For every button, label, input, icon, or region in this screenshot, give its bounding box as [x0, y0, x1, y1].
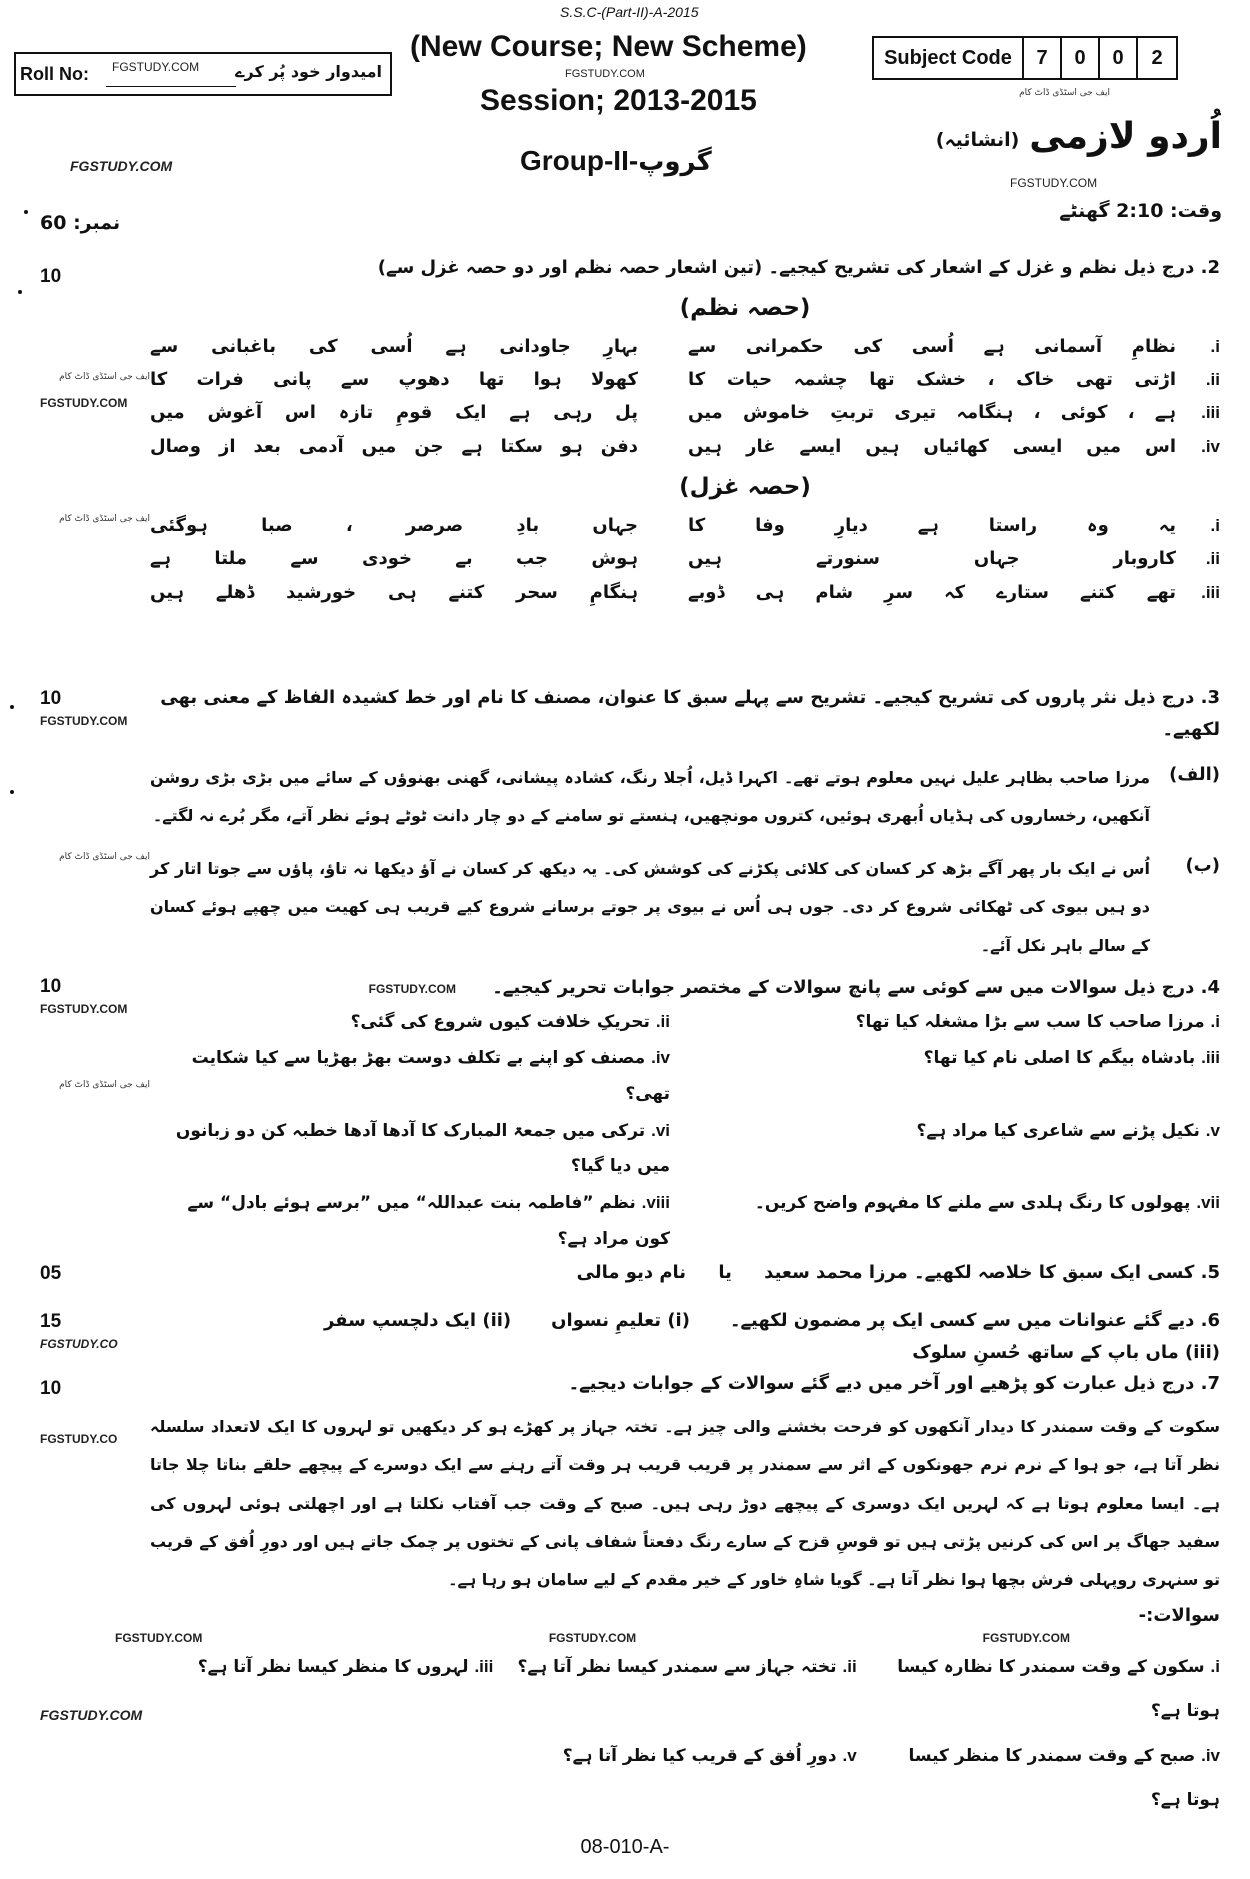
- verse-line-1: کاروبار جہاں سنورتے ہیں: [688, 548, 1176, 570]
- group-en: Group-II-: [520, 145, 639, 176]
- comprehension-passage-line: کے پیچھے دوڑ رہی ہیں۔ صبح کے وقت جب آفتاب نکلتا ہے اور اچھلتی ہوئی لہروں کی سفید جھاگ پر اس کی کرنیں پڑتی ہیں تو قوسِ قزح کے سارے رنگ دفعتاً شفاف: [150, 1493, 1221, 1551]
- q4-title: [150, 972, 1220, 1004]
- question-item: v. دورِ اُفق کے قریب کیا نظر آتا ہے؟: [562, 1745, 857, 1766]
- verse-line-1: تھے کتنے ستارے کہ سرِ شام ہی ڈوبے: [688, 581, 1176, 603]
- question-item: i. مرزا صاحب کا سب سے بڑا مشغلہ کیا تھا؟: [855, 1011, 1220, 1032]
- verse-line-2: جہاں بادِ صرصر ، صبا ہوگئی: [150, 515, 638, 537]
- verse: [150, 330, 1220, 363]
- verse: [150, 430, 1220, 463]
- watermark: FGSTUDY.CO: [40, 1432, 118, 1447]
- q7-questions-heading: سوالات:-: [1138, 1604, 1220, 1626]
- verse: [150, 542, 1220, 575]
- watermark: FGSTUDY.COM: [40, 714, 128, 728]
- question-item: v. نکیل پڑنے سے شاعری کیا مراد ہے؟: [916, 1120, 1220, 1141]
- question-6: [0, 1305, 1250, 1368]
- subject-code-label: Subject Code: [874, 38, 1024, 78]
- subject-code-digit: 0: [1062, 38, 1100, 78]
- watermark-urdu: ایف جی اسٹڈی ڈاٹ کام: [59, 372, 150, 382]
- question-7-questions: [0, 1645, 1250, 1822]
- passage-alif-line: مرزا صاحب بظاہر علیل نہیں معلوم ہوتے تھے۔ اکہرا ڈیل، اُجلا رنگ، کشادہ پیشانی، گھنی بھنوؤں کے سائے میں بڑی بڑی روشن آنکھیں،: [150, 768, 1150, 826]
- roll-number-box: [14, 52, 392, 96]
- verse-line-2: دفن ہو سکتا ہے جن میں آدمی بعد از وصال: [150, 435, 638, 457]
- q7-marks: 10: [40, 1378, 62, 1400]
- passage-bay-line: بیوی کی ٹھکائی شروع کر دی۔ جوں ہی اُس نے بیوی پر جوتے برسانے شروع کیے قریب ہی کھیت میں چھپے ہوئے کسان کے سالے باہر نکل آئے۔: [150, 897, 1150, 955]
- question-item: i. سکون کے وقت سمندر کا نظارہ کیسا ہوتا ہے؟: [897, 1657, 1220, 1722]
- q4-question-list: [150, 1004, 1220, 1258]
- subject-title-group: [936, 116, 1222, 157]
- question-2: [0, 252, 1250, 682]
- q4-title-text: 4. درج ذیل سوالات میں سے کوئی سے پانچ سوالات کے مختصر جوابات تحریر کیجیے۔: [492, 977, 1220, 998]
- question-item: iii. لہروں کا منظر کیسا نظر آتا ہے؟: [197, 1657, 494, 1678]
- question-4: [0, 972, 1250, 1257]
- watermark-urdu: ایف جی اسٹڈی ڈاٹ کام: [59, 1080, 150, 1090]
- subject-code-digit: 2: [1151, 46, 1163, 69]
- watermark: FGSTUDY.COM: [1010, 176, 1098, 190]
- q4-marks: 10: [40, 976, 62, 997]
- watermark: FGSTUDY.COM: [40, 1002, 128, 1016]
- verse-line-2: ہوش جب بے خودی سے ملتا ہے: [150, 548, 638, 570]
- q3-marks: 10: [40, 688, 62, 709]
- group-title: [520, 145, 712, 177]
- paper-code: S.S.C-(Part-II)-A-2015: [560, 4, 699, 20]
- question-item: ii. تحریکِ خلافت کیوں شروع کی گئی؟: [350, 1011, 670, 1032]
- verse-number: ii.: [1205, 549, 1220, 569]
- roll-urdu-instruction: امیدوار خود پُر کرے: [235, 62, 382, 81]
- ghazal-verses: [150, 509, 1220, 609]
- q6-title: 6. دیے گئے عنوانات میں سے کسی ایک پر مضمون لکھیے۔: [729, 1310, 1220, 1332]
- essay-option: (iii) ماں باپ کے ساتھ حُسنِ سلوک: [912, 1341, 1220, 1363]
- verse-line-2: کھولا ہوا تھا دھوپ سے پانی فرات کا: [150, 369, 638, 391]
- verse: [150, 576, 1220, 609]
- verse-number: i.: [1210, 516, 1220, 536]
- time-allowed: وقت: 2:10 گھنٹے: [1059, 200, 1222, 222]
- nazm-verses: [150, 330, 1220, 463]
- passage-alif: [150, 759, 1220, 836]
- group-ur: گروپ: [638, 147, 712, 177]
- verse-number: ii.: [1205, 370, 1220, 390]
- question-item: vii. پھولوں کا رنگ ہلدی سے ملنے کا مفہوم واضح کریں۔: [754, 1192, 1220, 1213]
- course-title: (New Course; New Scheme): [410, 30, 807, 63]
- passage-bay: [150, 850, 1220, 965]
- watermark: FGSTUDY.COM: [70, 158, 173, 174]
- verse-line-2: ہنگامِ سحر کتنے ہی خورشید ڈھلے ہیں: [150, 581, 638, 603]
- q2-marks: 10: [40, 266, 62, 287]
- nazm-heading: (حصہ نظم): [679, 294, 811, 321]
- comprehension-passage-line: پانی کے تختوں پر چمک جاتے ہیں اور دورِ اُفق کے قریب تو سنہری روپہلی فرش بچھا ہوا نظر آتا ہے۔ گویا شاہِ خاور کے خیر مقدم کے لیے سامان ہو رہا ہے۔: [150, 1531, 1220, 1590]
- verse-line-1: یہ وہ راستا ہے دیارِ وفا کا: [688, 515, 1176, 537]
- passage-alif-line: رخساروں کی ہڈیاں اُبھری ہوئیں، کتروں مونچھیں، ہنستے تو سامنے کے دو چار دانت ٹوٹے ہوئے نظر آتے، مگر بُرے نہ لگتے۔: [152, 806, 1087, 826]
- footer-code: 08-010-A-: [580, 1836, 670, 1859]
- session-title: Session; 2013-2015: [480, 84, 757, 117]
- roll-number-field[interactable]: [106, 86, 236, 87]
- q3-title: 3. درج ذیل نثر پاروں کی تشریح کیجیے۔ تشریح سے پہلے سبق کا عنوان، مصنف کا نام اور خط کشیدہ الفاظ کے معنی بھی لکھیے۔: [160, 687, 1220, 740]
- passage-label-alif: (الف): [1169, 764, 1220, 785]
- question-5: [0, 1257, 1250, 1305]
- comprehension-passage: [150, 1408, 1220, 1600]
- q5-text: 5. کسی ایک سبق کا خلاصہ لکھیے۔ مرزا محمد سعید: [764, 1262, 1220, 1284]
- question-item: iv. صبح کے وقت سمندر کا منظر کیسا ہوتا ہے؟: [908, 1745, 1220, 1810]
- q5-option2: نام دیو مالی: [576, 1262, 687, 1284]
- verse-line-1: اڑتی تھی خاک ، خشک تھا چشمہ حیات کا: [688, 369, 1176, 391]
- essay-option: (i) تعلیمِ نسواں: [551, 1310, 690, 1332]
- q5-marks: 05: [40, 1263, 62, 1285]
- verse-line-1: اس میں ایسی کھائیاں ہیں ایسے غار ہیں: [688, 435, 1176, 457]
- q6-marks: 15: [40, 1311, 62, 1333]
- essay-option: (ii) ایک دلچسپ سفر: [323, 1310, 512, 1332]
- question-7: [0, 1368, 1250, 1631]
- q5-title: [150, 1257, 1220, 1289]
- verse-number: iii.: [1201, 582, 1220, 602]
- verse-number: i.: [1210, 336, 1220, 356]
- verse-line-2: بہارِ جاودانی ہے اُسی کی باغبانی سے: [150, 335, 638, 357]
- verse-line-2: پل رہی ہے ایک قومِ تازہ اس آغوش میں: [150, 402, 638, 424]
- subject-code-digit: 7: [1024, 38, 1062, 78]
- exam-body: [0, 252, 1250, 1879]
- watermark-urdu: ایف جی اسٹڈی ڈاٹ کام: [59, 852, 150, 862]
- watermark-urdu: ایف جی اسٹڈی ڈاٹ کام: [1019, 88, 1110, 98]
- question-item: iii. بادشاہ بیگم کا اصلی نام کیا تھا؟: [923, 1048, 1220, 1069]
- q5-or: یا: [718, 1262, 732, 1284]
- verse-line-1: نظامِ آسمانی ہے اُسی کی حکمرانی سے: [688, 335, 1176, 357]
- watermark: FGSTUDY.COM: [115, 1631, 203, 1646]
- watermark: FGSTUDY.COM: [565, 68, 645, 80]
- watermark: FGSTUDY.COM: [40, 1707, 143, 1724]
- question-item: iv. مصنف کو اپنے بے تکلف دوست بھڑ بھڑیا سے کیا شکایت تھی؟: [191, 1048, 670, 1104]
- watermark: FGSTUDY.COM: [548, 1631, 637, 1646]
- subject-code-digit: 0: [1100, 38, 1138, 78]
- passage-bay-line: اُس نے ایک بار پھر آگے بڑھ کر کسان کی کلائی پکڑنے کی کوشش کی۔ یہ دیکھ کر کسان نے آؤ دیکھا نہ تاؤ، پاؤں سے جوتا اتار کر دو ہیں: [150, 858, 1151, 917]
- comprehension-passage-line: سکوت کے وقت سمندر کا دیدار آنکھوں کو فرحت بخشنے والی چیز ہے۔ تختہ جہاز پر کھڑے ہو کر دیکھیں تو لہروں کا ایک لاتعداد سلسلہ نظر آتا ہے، جو ہوا: [150, 1416, 1221, 1475]
- watermark: FGSTUDY.COM: [112, 60, 200, 74]
- watermark-urdu: ایف جی اسٹڈی ڈاٹ کام: [59, 514, 150, 524]
- q2-title: 2. درج ذیل نظم و غزل کے اشعار کی تشریح کیجیے۔ (تین اشعار حصہ نظم اور دو حصہ غزل سے): [377, 257, 1220, 278]
- verse: [150, 396, 1220, 429]
- comprehension-passage-line: کے نرم نرم جھونکوں کے اثر سے سمندر پر قریب قریب ہر وقت آتے رہنے سے ایک دوسرے کے پیچھے حلقے بناتا چلا جاتا ہے۔ ایسا معلوم ہوتا ہے کہ لہریں ایک دوسری: [150, 1455, 1221, 1513]
- subject-code-box: [872, 36, 1178, 80]
- verse: [150, 363, 1220, 396]
- question-item: vi. ترکی میں جمعۃ المبارک کا آدھا آدھا خطبہ کن دو زبانوں میں دیا گیا؟: [175, 1120, 670, 1177]
- verse: [150, 509, 1220, 542]
- q7-question-list: [150, 1645, 1220, 1822]
- question-3: [0, 682, 1250, 972]
- verse-number: iii.: [1201, 403, 1220, 423]
- verse-number: iv.: [1201, 436, 1220, 456]
- roll-label: Roll No:: [20, 64, 89, 84]
- question-item: viii. نظم ”فاطمہ بنت عبداللہ“ میں ”برسے ہوئے بادل“ سے کون مراد ہے؟: [187, 1192, 670, 1249]
- total-marks: نمبر: 60: [40, 212, 121, 234]
- q7-title: 7. درج ذیل عبارت کو پڑھیے اور آخر میں دیے گئے سوالات کے جوابات دیجیے۔: [568, 1373, 1220, 1395]
- verse-line-1: ہے ، کوئی ، ہنگامہ تیری تربتِ خاموش میں: [688, 402, 1176, 424]
- watermark: FGSTUDY.CO: [40, 1337, 118, 1352]
- watermark: FGSTUDY.COM: [982, 1631, 1070, 1646]
- subject-subtitle: (انشائیہ): [935, 129, 1020, 151]
- question-item: ii. تختہ جہاز سے سمندر کیسا نظر آتا ہے؟: [517, 1657, 857, 1678]
- watermark: FGSTUDY.COM: [40, 396, 128, 410]
- ghazal-heading: (حصہ غزل): [679, 473, 811, 500]
- subject-title: اُردو لازمی: [1029, 116, 1222, 157]
- watermark: FGSTUDY.COM: [368, 982, 456, 996]
- passage-label-bay: (ب): [1185, 854, 1220, 876]
